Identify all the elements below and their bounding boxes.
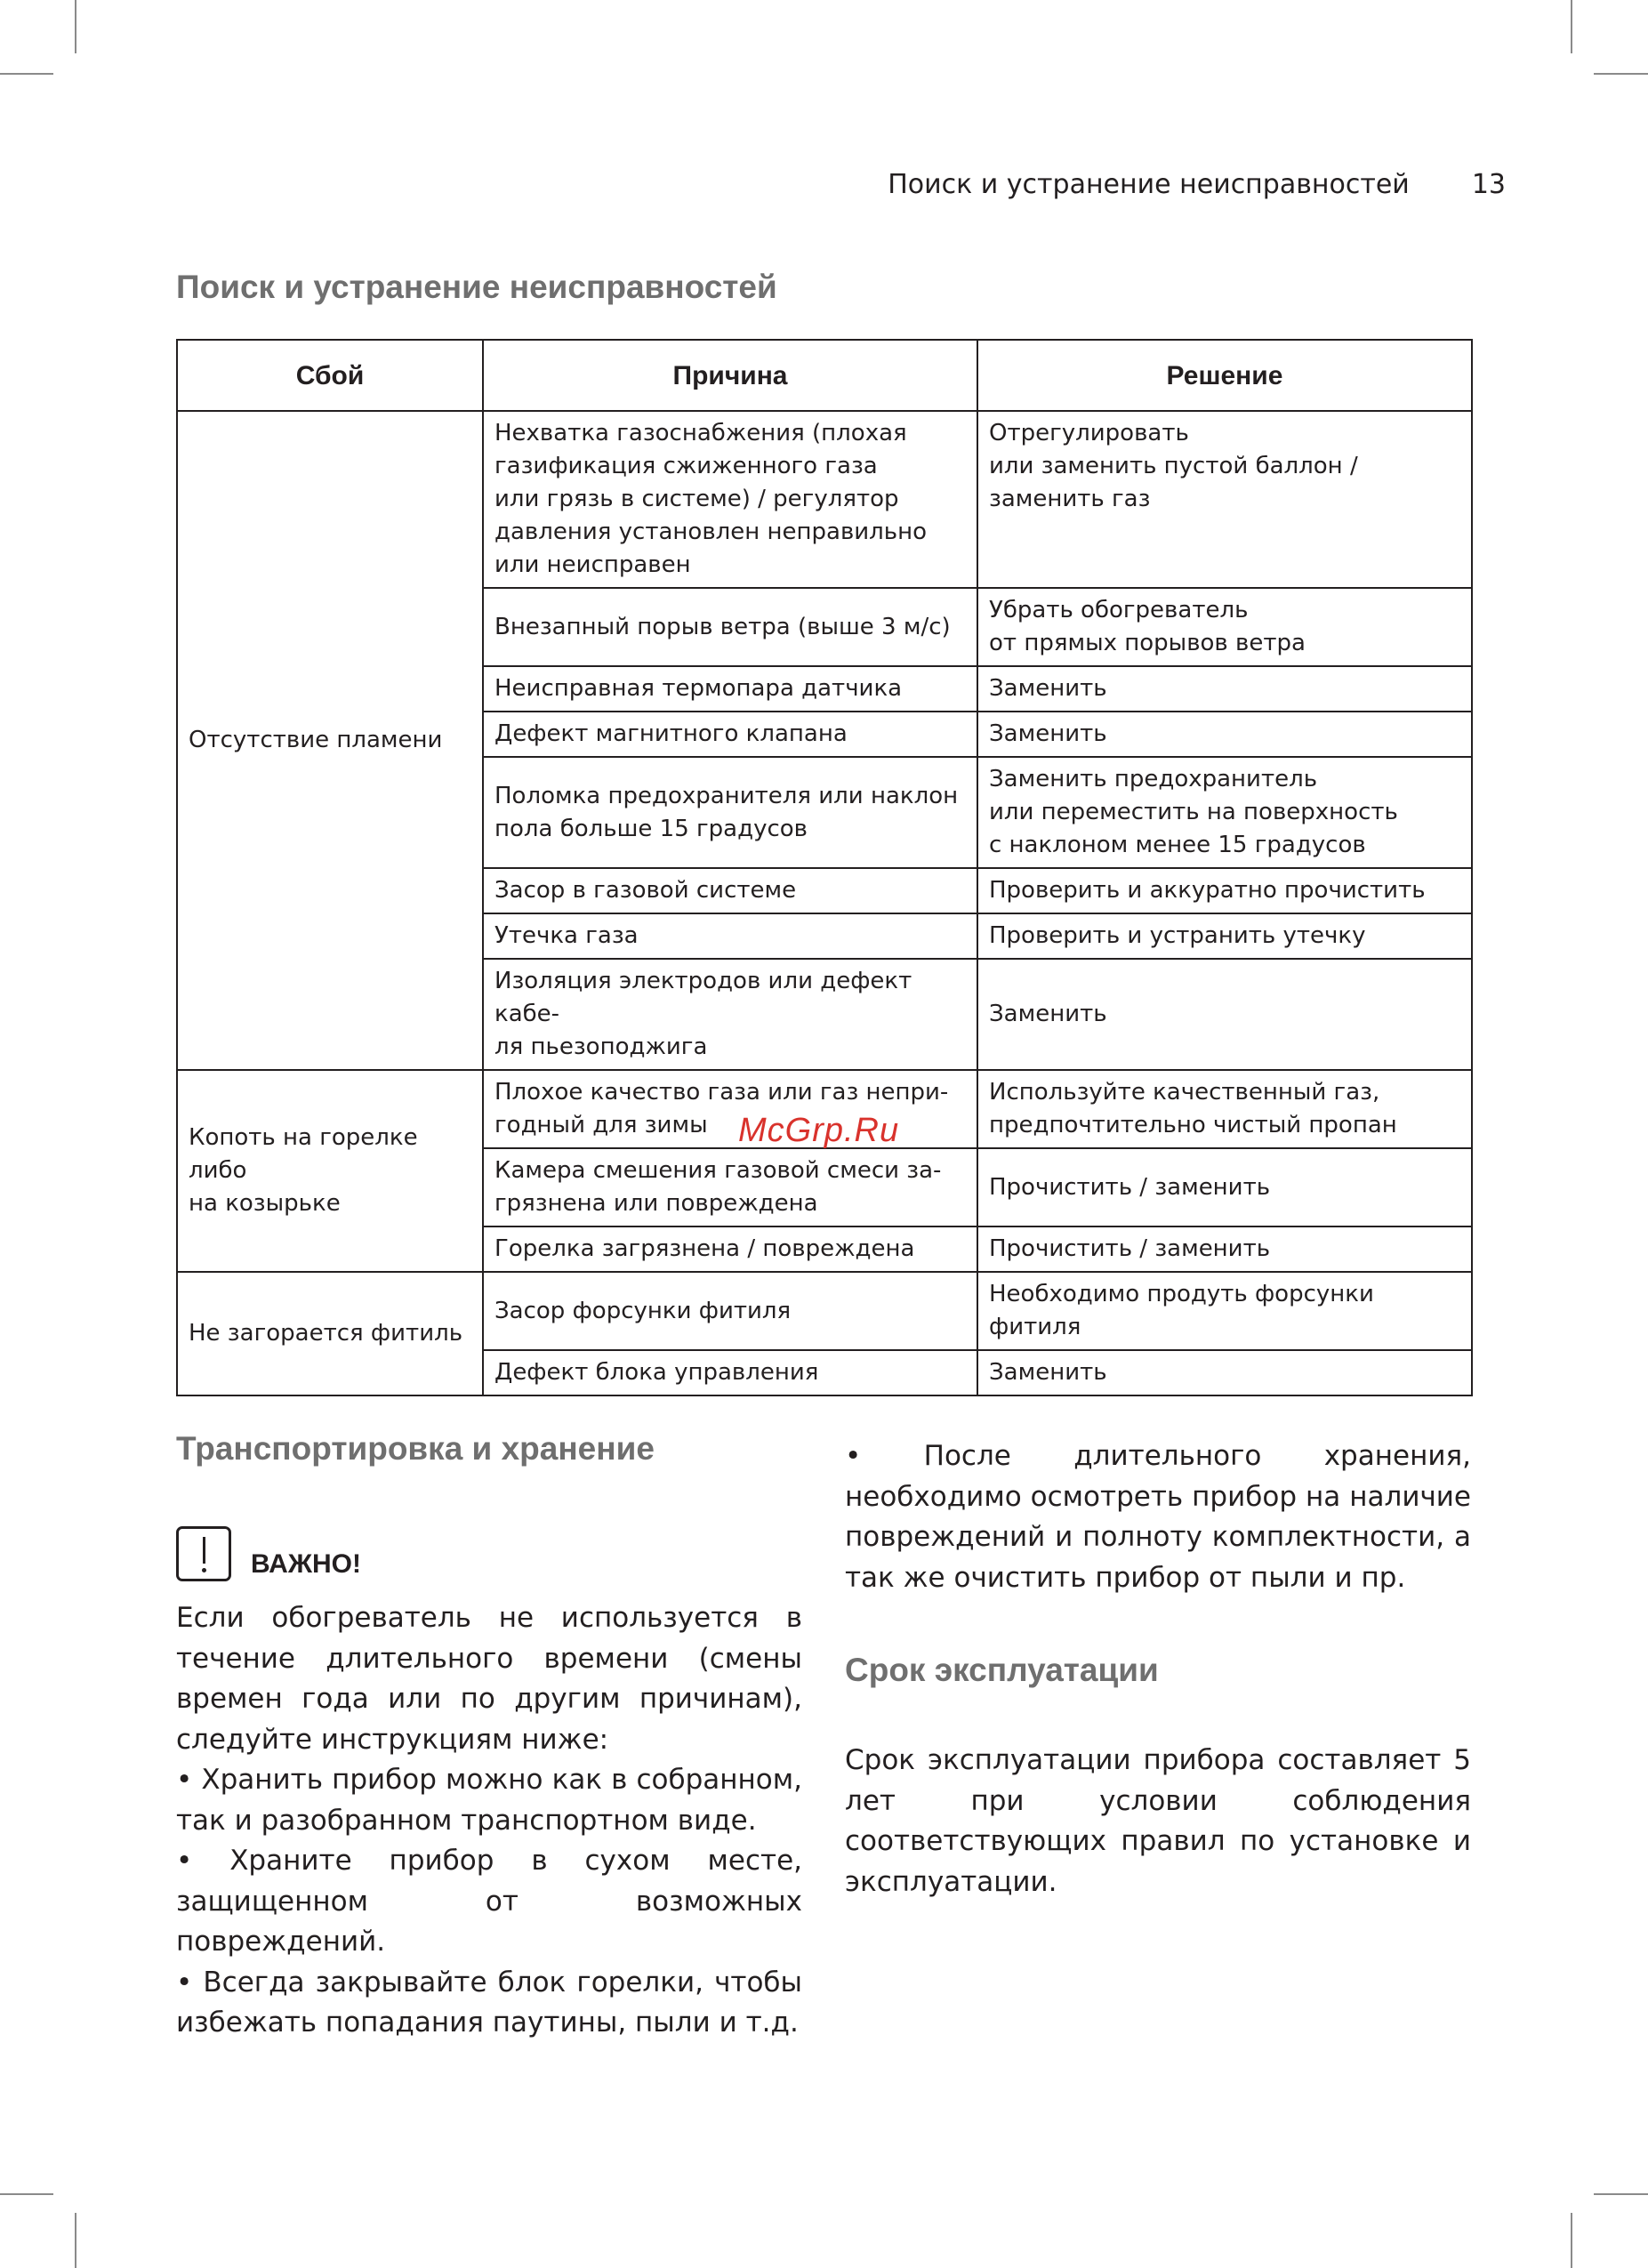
solution-text: Заменить (989, 675, 1107, 702)
transport-body (176, 1598, 802, 2044)
solution-cell (977, 712, 1472, 757)
troubleshooting-title: Поиск и устранение неисправностей (176, 269, 777, 305)
transport-bullet: • Храните прибор в сухом месте, защищенном от возможных повреждений. (176, 1845, 802, 1958)
solution-text: Проверить и аккуратно прочистить (989, 877, 1426, 904)
table-header-row (177, 340, 1472, 411)
solution-text: Прочистить / заменить (989, 1173, 1271, 1201)
solution-cell (977, 1350, 1472, 1395)
cause-text: Плохое качество газа или газ непри- (494, 1079, 949, 1106)
crop-mark (1594, 73, 1648, 75)
table-row (177, 411, 1472, 588)
transport-title: Транспортировка и хранение (176, 1430, 655, 1467)
cause-cell (483, 588, 977, 666)
cause-text: или неисправен (494, 551, 691, 578)
cause-text: Горелка загрязнена / повреждена (494, 1235, 915, 1262)
solution-cell (977, 1070, 1472, 1148)
cause-cell (483, 666, 977, 712)
solution-text: с наклоном менее 15 градусов (989, 832, 1366, 858)
solution-text: Заменить (989, 1359, 1107, 1386)
cause-cell (483, 712, 977, 757)
fault-text: Не загорается фитиль (189, 1320, 463, 1347)
cause-text: Дефект блока управления (494, 1359, 819, 1386)
table-body (177, 411, 1472, 1395)
cause-cell (483, 1070, 977, 1148)
cause-text: газификация сжиженного газа (494, 453, 878, 479)
crop-mark (75, 2213, 76, 2268)
cause-text: Камера смешения газовой смеси за- (494, 1157, 942, 1184)
solution-cell (977, 411, 1472, 588)
fault-text: Копоть на горелке либо (189, 1124, 418, 1184)
crop-mark (0, 73, 53, 75)
solution-text: Проверить и устранить утечку (989, 922, 1366, 949)
solution-text: Прочистить / заменить (989, 1235, 1271, 1262)
watermark: McGrp.Ru (738, 1112, 900, 1149)
cause-text: Засор форсунки фитиля (494, 1297, 792, 1324)
cause-text: Неисправная термопара датчика (494, 675, 903, 702)
troubleshooting-table (176, 339, 1473, 1396)
solution-text: Необходимо продуть форсунки фитиля (989, 1281, 1374, 1340)
lifetime-body (845, 1741, 1471, 1902)
warning-icon (176, 1526, 231, 1581)
important-label: ВАЖНО! (251, 1549, 361, 1579)
solution-cell (977, 959, 1472, 1070)
crop-mark (75, 0, 76, 53)
cause-text: ля пьезоподжига (494, 1033, 708, 1060)
cause-text: давления установлен неправильно (494, 519, 928, 545)
cause-text: Изоляция электродов или дефект кабе- (494, 968, 912, 1027)
solution-text: предпочтительно чистый пропан (989, 1112, 1397, 1138)
important-notice (176, 1526, 361, 1581)
transport-continuation-text: • После длительного хранения, необходимо осмотреть прибор на наличие повреждений и полноту комплектности, а так же очистить прибор от пыли и пр. (845, 1440, 1471, 1594)
column-header-fault: Сбой (177, 340, 483, 411)
crop-mark (1571, 0, 1572, 53)
crop-mark (1571, 2213, 1572, 2268)
cause-text: годный для зимы (494, 1112, 708, 1138)
solution-cell (977, 588, 1472, 666)
column-header-solution: Решение (977, 340, 1472, 411)
page-number: 13 (1471, 169, 1506, 200)
cause-cell (483, 913, 977, 959)
transport-intro: Если обогреватель не используется в течение длительного времени (смены времен года или по другим причинам), следуйте инструкциям ниже: (176, 1602, 802, 1756)
table-row (177, 1272, 1472, 1350)
fault-cell (177, 411, 483, 1070)
solution-text: от прямых порывов ветра (989, 630, 1306, 656)
solution-text: или переместить на поверхность (989, 799, 1398, 825)
cause-text: Поломка предохранителя или наклон (494, 782, 959, 809)
cause-cell (483, 1148, 977, 1226)
cause-cell (483, 1272, 977, 1350)
cause-text: Внезапный порыв ветра (выше 3 м/с) (494, 613, 951, 640)
solution-text: Заменить (989, 1001, 1107, 1027)
solution-cell (977, 1226, 1472, 1272)
fault-text: Отсутствие пламени (189, 727, 443, 753)
solution-text: или заменить пустой баллон / (989, 453, 1358, 479)
running-header-title: Поиск и устранение неисправностей (888, 169, 1410, 200)
solution-cell (977, 666, 1472, 712)
running-header (888, 169, 1506, 200)
transport-continuation (845, 1436, 1471, 1598)
lifetime-title: Срок эксплуатации (845, 1652, 1159, 1688)
lifetime-text: Срок эксплуатации прибора составляет 5 лет при условии соблюдения соответствующих правил по установке и эксплуатации. (845, 1744, 1471, 1898)
cause-cell (483, 959, 977, 1070)
fault-cell (177, 1272, 483, 1395)
cause-cell (483, 868, 977, 913)
column-header-cause: Причина (483, 340, 977, 411)
solution-cell (977, 913, 1472, 959)
cause-text: Засор в газовой системе (494, 877, 797, 904)
solution-cell (977, 1272, 1472, 1350)
cause-cell (483, 411, 977, 588)
fault-text: на козырьке (189, 1190, 341, 1217)
crop-mark (0, 2193, 53, 2195)
solution-text: Убрать обогреватель (989, 597, 1249, 623)
solution-text: Заменить предохранитель (989, 766, 1318, 792)
crop-mark (1594, 2193, 1648, 2195)
cause-text: или грязь в системе) / регулятор (494, 486, 899, 512)
solution-cell (977, 1148, 1472, 1226)
cause-text: Нехватка газоснабжения (плохая (494, 420, 907, 446)
transport-bullet: • Всегда закрывайте блок горелки, чтобы избежать попадания паутины, пыли и т.д. (176, 1966, 802, 2039)
fault-cell (177, 1070, 483, 1272)
solution-text: Заменить (989, 720, 1107, 747)
cause-text: грязнена или повреждена (494, 1190, 818, 1217)
cause-text: пола больше 15 градусов (494, 815, 808, 842)
cause-cell (483, 1350, 977, 1395)
solution-cell (977, 868, 1472, 913)
transport-bullet: • Хранить прибор можно как в собранном, так и разобранном транспортном виде. (176, 1764, 802, 1837)
cause-text: Утечка газа (494, 922, 639, 949)
solution-text: Используйте качественный газ, (989, 1079, 1380, 1106)
solution-text: заменить газ (989, 486, 1151, 512)
cause-text: Дефект магнитного клапана (494, 720, 848, 747)
solution-text: Отрегулировать (989, 420, 1189, 446)
cause-cell (483, 757, 977, 868)
solution-cell (977, 757, 1472, 868)
cause-cell (483, 1226, 977, 1272)
